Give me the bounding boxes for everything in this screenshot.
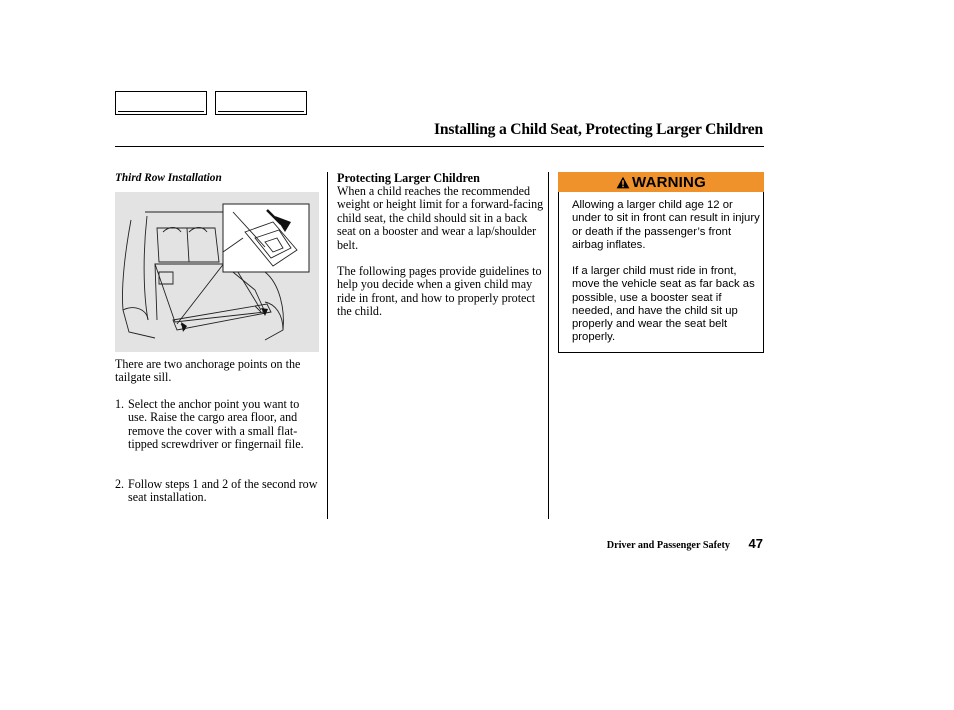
step-2 (115, 478, 320, 505)
cargo-illustration-svg (115, 192, 319, 352)
cargo-area-illustration (115, 192, 319, 352)
column-divider-1 (327, 172, 328, 519)
nav-tab-2[interactable] (215, 91, 307, 115)
warning-label: WARNING (632, 173, 706, 191)
step-2-number: 2. (115, 477, 125, 491)
warning-para-2: If a larger child must ride in front, move the vehicle seat as far back as possible, use a booster seat if needed, and have the child sit up properly and wear the seat belt properly. (572, 265, 755, 344)
footer-section-label: Driver and Passenger Safety (606, 540, 730, 551)
step-1-number: 1. (115, 397, 125, 411)
title-rule (115, 146, 764, 147)
section-heading-larger-children: Protecting Larger Children (337, 171, 480, 185)
step-1 (115, 398, 320, 452)
warning-triangle-icon (616, 176, 630, 189)
warning-header (558, 172, 764, 192)
warning-para-1: Allowing a larger child age 12 or under to sit in front can result in injury or death if the passenger’s front airbag inflates. (572, 199, 760, 251)
step-1-text: Select the anchor point you want to use. Raise the cargo area floor, and remove the cover with a small flat-tipped screwdriver or fingernail file. (128, 397, 304, 452)
step-2-text: Follow steps 1 and 2 of the second row seat installation. (128, 477, 318, 505)
section-heading-third-row: Third Row Installation (115, 172, 222, 184)
larger-children-para-1: When a child reaches the recommended weight or height limit for a forward-facing child seat, the child should sit in a back seat on a booster and wear a lap/shoulder belt. (337, 184, 544, 252)
page-number: 47 (748, 536, 763, 551)
larger-children-para-2: The following pages provide guidelines to help you decide when a given child may ride in front, and how to properly protect the child. (337, 264, 542, 319)
page-title: Installing a Child Seat, Protecting Larger Children (434, 121, 763, 138)
column-divider-2 (548, 172, 549, 519)
nav-tab-1[interactable] (115, 91, 207, 115)
anchor-intro-text: There are two anchorage points on the tailgate sill. (115, 357, 301, 385)
